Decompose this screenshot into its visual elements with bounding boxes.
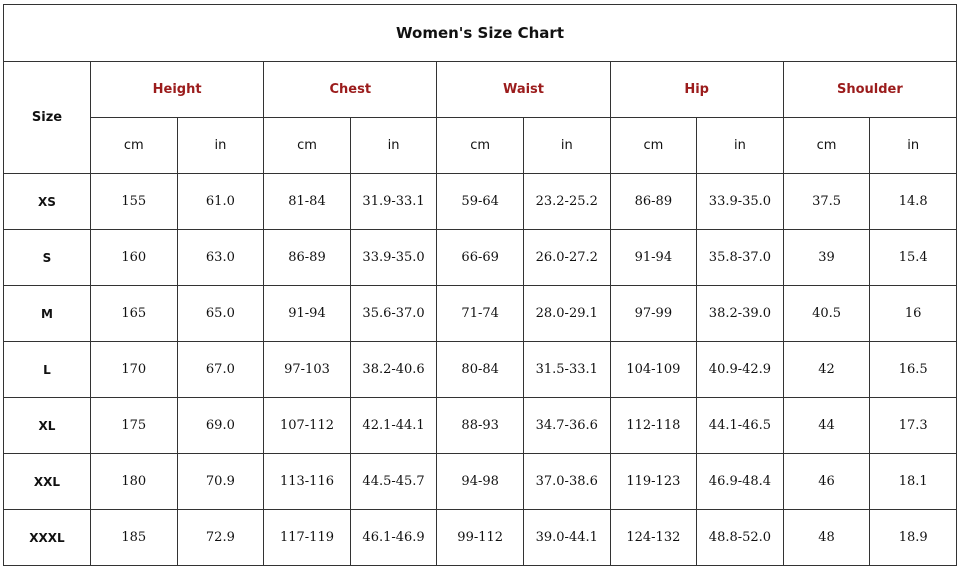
value-cell: 91-94 — [264, 286, 351, 342]
value-cell: 16.5 — [870, 342, 957, 398]
unit-header: in — [697, 118, 784, 174]
size-cell: L — [4, 342, 91, 398]
value-cell: 31.9-33.1 — [350, 174, 437, 230]
value-cell: 46.1-46.9 — [350, 510, 437, 566]
group-header-row — [4, 62, 957, 118]
value-cell: 37.5 — [783, 174, 870, 230]
value-cell: 91-94 — [610, 230, 697, 286]
value-cell: 31.5-33.1 — [523, 342, 610, 398]
unit-header: in — [350, 118, 437, 174]
value-cell: 80-84 — [437, 342, 524, 398]
value-cell: 18.9 — [870, 510, 957, 566]
value-cell: 26.0-27.2 — [523, 230, 610, 286]
table-row — [4, 174, 957, 230]
value-cell: 23.2-25.2 — [523, 174, 610, 230]
value-cell: 40.5 — [783, 286, 870, 342]
value-cell: 97-99 — [610, 286, 697, 342]
size-cell: S — [4, 230, 91, 286]
size-rows — [4, 174, 957, 566]
value-cell: 72.9 — [177, 510, 264, 566]
group-header-chest: Chest — [264, 62, 437, 118]
size-cell: XL — [4, 398, 91, 454]
value-cell: 39 — [783, 230, 870, 286]
value-cell: 97-103 — [264, 342, 351, 398]
chart-title: Women's Size Chart — [4, 5, 957, 62]
group-header-height: Height — [91, 62, 264, 118]
size-cell: XS — [4, 174, 91, 230]
value-cell: 180 — [91, 454, 178, 510]
value-cell: 28.0-29.1 — [523, 286, 610, 342]
size-cell: XXXL — [4, 510, 91, 566]
value-cell: 44.1-46.5 — [697, 398, 784, 454]
value-cell: 66-69 — [437, 230, 524, 286]
value-cell: 17.3 — [870, 398, 957, 454]
value-cell: 69.0 — [177, 398, 264, 454]
value-cell: 59-64 — [437, 174, 524, 230]
table-row — [4, 286, 957, 342]
value-cell: 104-109 — [610, 342, 697, 398]
group-header-hip: Hip — [610, 62, 783, 118]
value-cell: 48.8-52.0 — [697, 510, 784, 566]
value-cell: 160 — [91, 230, 178, 286]
unit-header: in — [870, 118, 957, 174]
unit-header: cm — [264, 118, 351, 174]
table-row — [4, 342, 957, 398]
value-cell: 42.1-44.1 — [350, 398, 437, 454]
value-cell: 99-112 — [437, 510, 524, 566]
title-row — [4, 5, 957, 62]
value-cell: 86-89 — [610, 174, 697, 230]
value-cell: 124-132 — [610, 510, 697, 566]
value-cell: 112-118 — [610, 398, 697, 454]
value-cell: 34.7-36.6 — [523, 398, 610, 454]
value-cell: 170 — [91, 342, 178, 398]
unit-header: in — [523, 118, 610, 174]
value-cell: 38.2-40.6 — [350, 342, 437, 398]
unit-header: cm — [783, 118, 870, 174]
value-cell: 44 — [783, 398, 870, 454]
value-cell: 18.1 — [870, 454, 957, 510]
table-row — [4, 510, 957, 566]
unit-header: cm — [437, 118, 524, 174]
value-cell: 70.9 — [177, 454, 264, 510]
value-cell: 48 — [783, 510, 870, 566]
table-row — [4, 398, 957, 454]
value-cell: 117-119 — [264, 510, 351, 566]
unit-header: cm — [610, 118, 697, 174]
value-cell: 44.5-45.7 — [350, 454, 437, 510]
size-cell: XXL — [4, 454, 91, 510]
value-cell: 40.9-42.9 — [697, 342, 784, 398]
value-cell: 14.8 — [870, 174, 957, 230]
value-cell: 107-112 — [264, 398, 351, 454]
table-row — [4, 454, 957, 510]
value-cell: 165 — [91, 286, 178, 342]
size-column-header: Size — [4, 62, 91, 174]
value-cell: 15.4 — [870, 230, 957, 286]
value-cell: 39.0-44.1 — [523, 510, 610, 566]
value-cell: 46 — [783, 454, 870, 510]
value-cell: 42 — [783, 342, 870, 398]
size-chart-table — [3, 4, 957, 566]
value-cell: 38.2-39.0 — [697, 286, 784, 342]
value-cell: 185 — [91, 510, 178, 566]
value-cell: 86-89 — [264, 230, 351, 286]
value-cell: 94-98 — [437, 454, 524, 510]
unit-header: in — [177, 118, 264, 174]
value-cell: 119-123 — [610, 454, 697, 510]
value-cell: 155 — [91, 174, 178, 230]
value-cell: 65.0 — [177, 286, 264, 342]
value-cell: 33.9-35.0 — [697, 174, 784, 230]
value-cell: 88-93 — [437, 398, 524, 454]
value-cell: 63.0 — [177, 230, 264, 286]
value-cell: 71-74 — [437, 286, 524, 342]
value-cell: 113-116 — [264, 454, 351, 510]
unit-header-row — [4, 118, 957, 174]
value-cell: 67.0 — [177, 342, 264, 398]
value-cell: 35.8-37.0 — [697, 230, 784, 286]
table-row — [4, 230, 957, 286]
value-cell: 46.9-48.4 — [697, 454, 784, 510]
unit-header: cm — [91, 118, 178, 174]
group-header-waist: Waist — [437, 62, 610, 118]
value-cell: 35.6-37.0 — [350, 286, 437, 342]
value-cell: 37.0-38.6 — [523, 454, 610, 510]
value-cell: 81-84 — [264, 174, 351, 230]
value-cell: 175 — [91, 398, 178, 454]
group-header-shoulder: Shoulder — [783, 62, 956, 118]
value-cell: 16 — [870, 286, 957, 342]
value-cell: 61.0 — [177, 174, 264, 230]
size-cell: M — [4, 286, 91, 342]
value-cell: 33.9-35.0 — [350, 230, 437, 286]
